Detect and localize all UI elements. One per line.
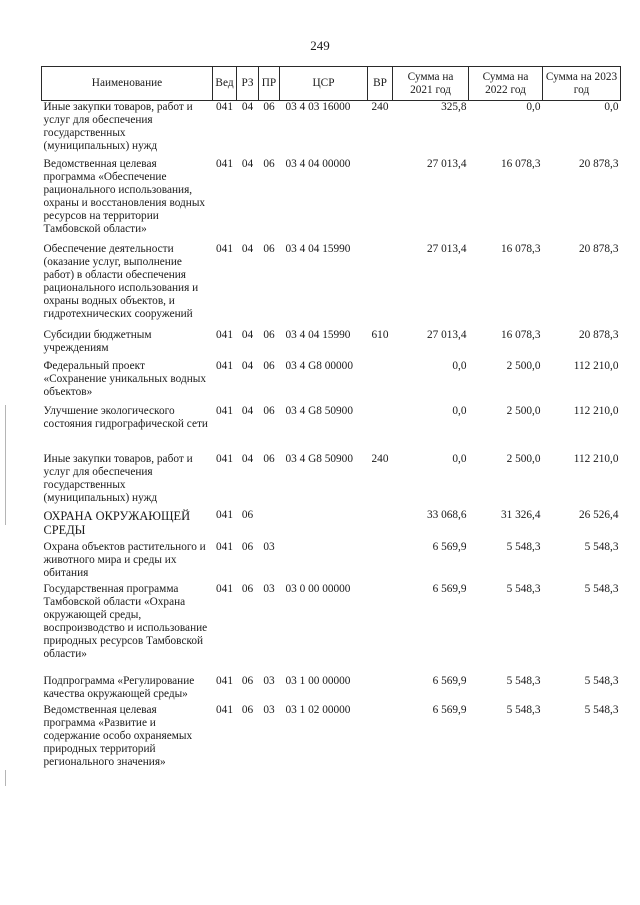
scan-margin-mark [5, 770, 6, 786]
pr-cell: 06 [263, 101, 275, 113]
rz-cell: 06 [241, 582, 254, 595]
sum-2021-cell: 27 013,4 [426, 242, 467, 255]
column-header-vr: ВР [368, 67, 393, 101]
ved-cell: 041 [216, 540, 233, 553]
sum-2023-cell: 5 548,3 [584, 582, 619, 595]
table-row [42, 101, 621, 158]
sum-2021-cell: 6 569,9 [432, 703, 467, 716]
column-header-name: Наименование [42, 67, 213, 101]
table-row [42, 704, 621, 774]
sum-2022-cell: 16 078,3 [500, 328, 541, 341]
vr-cell [368, 360, 393, 405]
pr-cell: 06 [263, 328, 275, 341]
pr-cell: 06 [263, 242, 275, 255]
table-row [42, 405, 621, 453]
sum-2022-cell: 31 326,4 [500, 508, 541, 521]
ved-cell: 041 [216, 674, 233, 687]
sum-2022-cell: 2 500,0 [506, 404, 541, 417]
row-name-cell: Иные закупки товаров, работ и услуг для обеспечения государственных (муниципальных) нужд [43, 101, 193, 152]
table-header-row [42, 67, 621, 101]
ved-cell: 041 [216, 452, 233, 465]
csr-cell: 03 4 03 16000 [285, 101, 351, 113]
scan-margin-mark [5, 405, 6, 525]
sum-2021-cell: 27 013,4 [426, 157, 467, 170]
table-row [42, 583, 621, 675]
table-row [42, 509, 621, 541]
column-header-csr: ЦСР [280, 67, 368, 101]
pr-cell: 06 [263, 452, 275, 465]
table-row [42, 329, 621, 360]
ved-cell: 041 [216, 582, 233, 595]
csr-cell: 03 4 04 00000 [285, 157, 351, 170]
sum-2021-cell: 6 569,9 [432, 582, 467, 595]
ved-cell: 041 [216, 703, 233, 716]
column-header-ved: Вед [213, 67, 237, 101]
pr-cell: 03 [263, 703, 275, 716]
csr-cell: 03 0 00 00000 [285, 582, 351, 595]
sum-2023-cell: 20 878,3 [578, 242, 619, 255]
budget-table [41, 66, 621, 774]
table-row [42, 541, 621, 583]
sum-2022-cell: 5 548,3 [506, 674, 541, 687]
sum-2023-cell: 20 878,3 [578, 328, 619, 341]
column-header-pr: ПР [259, 67, 280, 101]
page-number: 249 [310, 38, 330, 53]
row-name-cell: Подпрограмма «Регулирование качества окружающей среды» [43, 674, 195, 700]
sum-2023-cell: 112 210,0 [573, 404, 619, 417]
ved-cell: 041 [216, 328, 233, 341]
vr-cell [368, 675, 393, 704]
vr-cell: 610 [371, 328, 389, 341]
ved-cell: 041 [216, 101, 233, 113]
sum-2021-cell: 0,0 [452, 359, 467, 372]
csr-cell: 03 1 00 00000 [285, 674, 351, 687]
pr-cell: 06 [263, 157, 275, 170]
sum-2022-cell: 5 548,3 [506, 703, 541, 716]
sum-2023-cell: 5 548,3 [584, 540, 619, 553]
pr-cell: 03 [263, 674, 275, 687]
rz-cell: 04 [241, 404, 254, 417]
rz-cell: 04 [241, 452, 254, 465]
sum-2021-cell: 0,0 [452, 452, 467, 465]
sum-2022-cell: 5 548,3 [506, 540, 541, 553]
sum-2022-cell: 2 500,0 [506, 359, 541, 372]
rz-cell: 04 [241, 242, 254, 255]
row-name-cell: ОХРАНА ОКРУЖАЮЩЕЙ СРЕДЫ [43, 508, 191, 537]
csr-cell: 03 1 02 00000 [285, 703, 351, 716]
vr-cell [368, 243, 393, 329]
table-row [42, 360, 621, 405]
sum-2021-cell: 6 569,9 [432, 540, 467, 553]
csr-cell [280, 541, 368, 583]
vr-cell [368, 704, 393, 774]
csr-cell: 03 4 G8 00000 [285, 359, 353, 372]
sum-2023-cell: 112 210,0 [573, 359, 619, 372]
row-name-cell: Иные закупки товаров, работ и услуг для обеспечения государственных (муниципальных) нужд [43, 452, 193, 504]
sum-2023-cell: 0,0 [604, 101, 619, 113]
sum-2022-cell: 5 548,3 [506, 582, 541, 595]
pr-cell: 03 [263, 540, 275, 553]
vr-cell: 240 [371, 452, 389, 465]
pr-cell: 03 [263, 582, 275, 595]
row-name-cell: Субсидии бюджетным учреждениям [43, 328, 152, 354]
row-name-cell: Государственная программа Тамбовской области «Охрана окружающей среды, воспроизводство и использование природных ресурсов Тамбовской области» [43, 582, 208, 660]
pr-cell: 06 [263, 404, 275, 417]
pr-cell: 06 [263, 359, 275, 372]
csr-cell [280, 509, 368, 541]
table-row [42, 675, 621, 704]
csr-cell: 03 4 04 15990 [285, 328, 351, 341]
vr-cell: 240 [371, 101, 389, 113]
pr-cell [259, 509, 280, 541]
sum-2023-cell: 20 878,3 [578, 157, 619, 170]
csr-cell: 03 4 G8 50900 [285, 404, 353, 417]
rz-cell: 04 [241, 157, 254, 170]
vr-cell [368, 158, 393, 243]
rz-cell: 04 [241, 101, 254, 113]
ved-cell: 041 [216, 359, 233, 372]
rz-cell: 04 [241, 359, 254, 372]
rz-cell: 06 [241, 540, 254, 553]
rz-cell: 06 [241, 703, 254, 716]
sum-2023-cell: 5 548,3 [584, 674, 619, 687]
sum-2021-cell: 6 569,9 [432, 674, 467, 687]
rz-cell: 04 [241, 328, 254, 341]
row-name-cell: Федеральный проект «Сохранение уникальных водных объектов» [43, 359, 207, 398]
column-header-sum-2023: Сумма на 2023 год [543, 67, 621, 101]
column-header-rz: РЗ [237, 67, 259, 101]
table-row [42, 243, 621, 329]
sum-2023-cell: 5 548,3 [584, 703, 619, 716]
sum-2022-cell: 2 500,0 [506, 452, 541, 465]
sum-2022-cell: 16 078,3 [500, 242, 541, 255]
vr-cell [368, 509, 393, 541]
sum-2023-cell: 26 526,4 [578, 508, 619, 521]
rz-cell: 06 [241, 508, 254, 521]
row-name-cell: Охрана объектов растительного и животного мира и среды их обитания [43, 540, 206, 579]
sum-2021-cell: 325,8 [441, 101, 467, 113]
ved-cell: 041 [216, 508, 233, 521]
row-name-cell: Ведомственная целевая программа «Развитие и содержание особо охраняемых природных территорий регионального значения» [43, 703, 193, 768]
sum-2023-cell: 112 210,0 [573, 452, 619, 465]
sum-2022-cell: 16 078,3 [500, 157, 541, 170]
sum-2021-cell: 27 013,4 [426, 328, 467, 341]
row-name-cell: Улучшение экологического состояния гидрографической сети [43, 404, 208, 430]
table-row [42, 158, 621, 243]
csr-cell: 03 4 G8 50900 [285, 452, 353, 465]
row-name-cell: Ведомственная целевая программа «Обеспечение рационального использования, охраны и восстановления водных ресурсов на территории Тамбовской области» [43, 157, 206, 235]
sum-2022-cell: 0,0 [526, 101, 541, 113]
vr-cell [368, 583, 393, 675]
ved-cell: 041 [216, 157, 233, 170]
column-header-sum-2022: Сумма на 2022 год [469, 67, 543, 101]
vr-cell [368, 405, 393, 453]
sum-2021-cell: 33 068,6 [426, 508, 467, 521]
sum-2021-cell: 0,0 [452, 404, 467, 417]
ved-cell: 041 [216, 242, 233, 255]
table-row [42, 453, 621, 509]
ved-cell: 041 [216, 404, 233, 417]
vr-cell [368, 541, 393, 583]
column-header-sum-2021: Сумма на 2021 год [393, 67, 469, 101]
row-name-cell: Обеспечение деятельности (оказание услуг, выполнение работ) в области обеспечения рационального использования и охраны водных объектов, и гидротехнических сооружений [43, 242, 199, 320]
table-body [42, 101, 621, 774]
csr-cell: 03 4 04 15990 [285, 242, 351, 255]
rz-cell: 06 [241, 674, 254, 687]
